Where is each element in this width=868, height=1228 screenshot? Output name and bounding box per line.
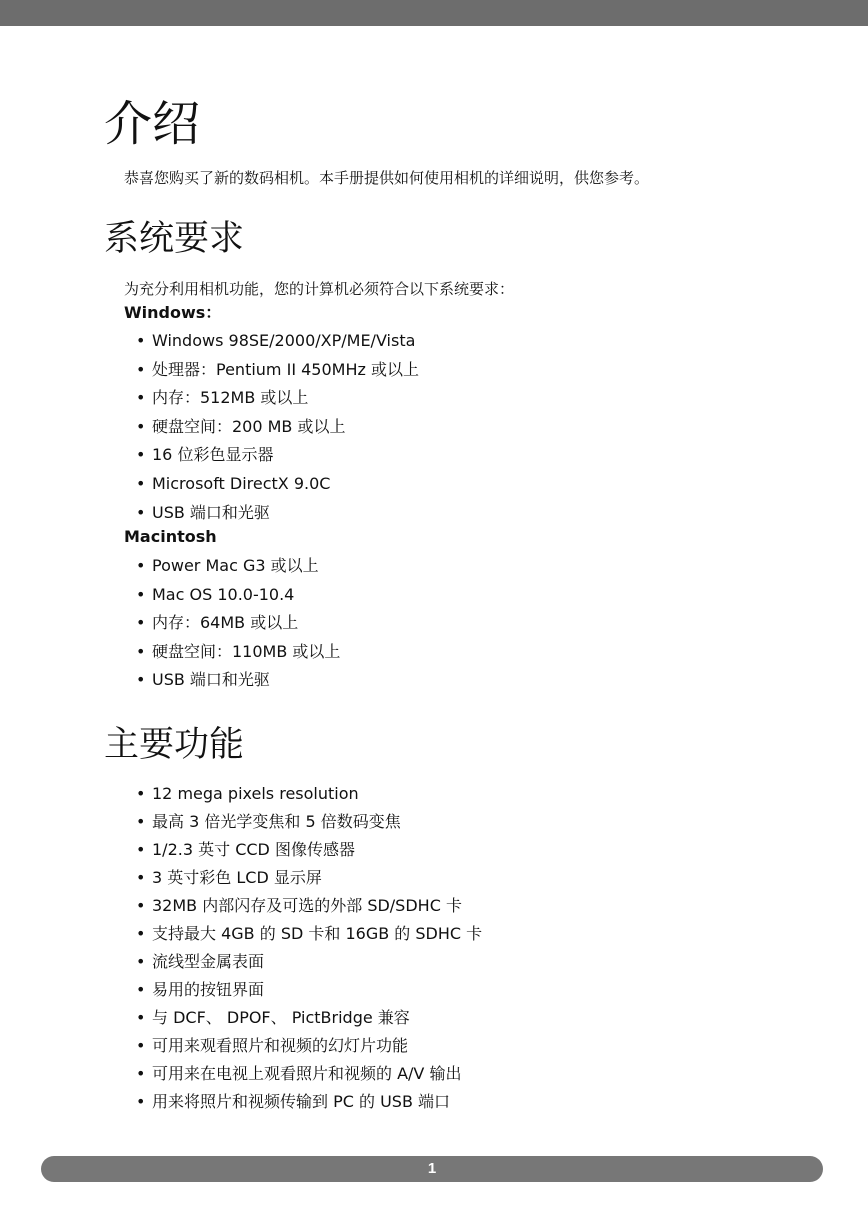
list-item: • 32MB 内部闪存及可选的外部 SD/SDHC 卡 <box>136 892 482 920</box>
list-item: • USB 端口和光驱 <box>136 666 340 695</box>
list-item: • 16 位彩色显示器 <box>136 441 419 470</box>
list-item: • Mac OS 10.0-10.4 <box>136 581 340 610</box>
list-item: • 1/2.3 英寸 CCD 图像传感器 <box>136 836 482 864</box>
list-item: • 可用来在电视上观看照片和视频的 A/V 输出 <box>136 1060 482 1088</box>
mac-requirements-list <box>136 552 340 695</box>
list-item: • USB 端口和光驱 <box>136 499 419 528</box>
list-item: • 3 英寸彩色 LCD 显示屏 <box>136 864 482 892</box>
intro-title: 介绍 <box>104 96 201 152</box>
list-item: • Windows 98SE/2000/XP/ME/Vista <box>136 327 419 356</box>
list-item: • Power Mac G3 或以上 <box>136 552 340 581</box>
footer-bar <box>41 1156 823 1182</box>
macintosh-heading: Macintosh <box>124 527 217 546</box>
windows-requirements-list <box>136 327 419 527</box>
list-item: • 支持最大 4GB 的 SD 卡和 16GB 的 SDHC 卡 <box>136 920 482 948</box>
intro-text: 恭喜您购买了新的数码相机。本手册提供如何使用相机的详细说明，供您参考。 <box>124 169 650 187</box>
list-item: • 内存：64MB 或以上 <box>136 609 340 638</box>
list-item: • 内存：512MB 或以上 <box>136 384 419 413</box>
main-features-title: 主要功能 <box>104 725 245 765</box>
list-item: • 用来将照片和视频传输到 PC 的 USB 端口 <box>136 1088 482 1116</box>
list-item: • 与 DCF、 DPOF、 PictBridge 兼容 <box>136 1004 482 1032</box>
features-list <box>136 780 482 1116</box>
list-item: • 最高 3 倍光学变焦和 5 倍数码变焦 <box>136 808 482 836</box>
system-requirements-intro: 为充分利用相机功能，您的计算机必须符合以下系统要求： <box>124 280 515 298</box>
list-item: • 可用来观看照片和视频的幻灯片功能 <box>136 1032 482 1060</box>
list-item: • 易用的按钮界面 <box>136 976 482 1004</box>
list-item: • 处理器：Pentium II 450MHz 或以上 <box>136 356 419 385</box>
header-bar <box>0 0 868 26</box>
windows-heading: Windows： <box>124 303 222 322</box>
list-item: • 硬盘空间：200 MB 或以上 <box>136 413 419 442</box>
list-item: • Microsoft DirectX 9.0C <box>136 470 419 499</box>
list-item: • 流线型金属表面 <box>136 948 482 976</box>
list-item: • 12 mega pixels resolution <box>136 780 482 808</box>
list-item: • 硬盘空间：110MB 或以上 <box>136 638 340 667</box>
page-number: 1 <box>427 1160 437 1177</box>
system-requirements-title: 系统要求 <box>104 219 245 259</box>
